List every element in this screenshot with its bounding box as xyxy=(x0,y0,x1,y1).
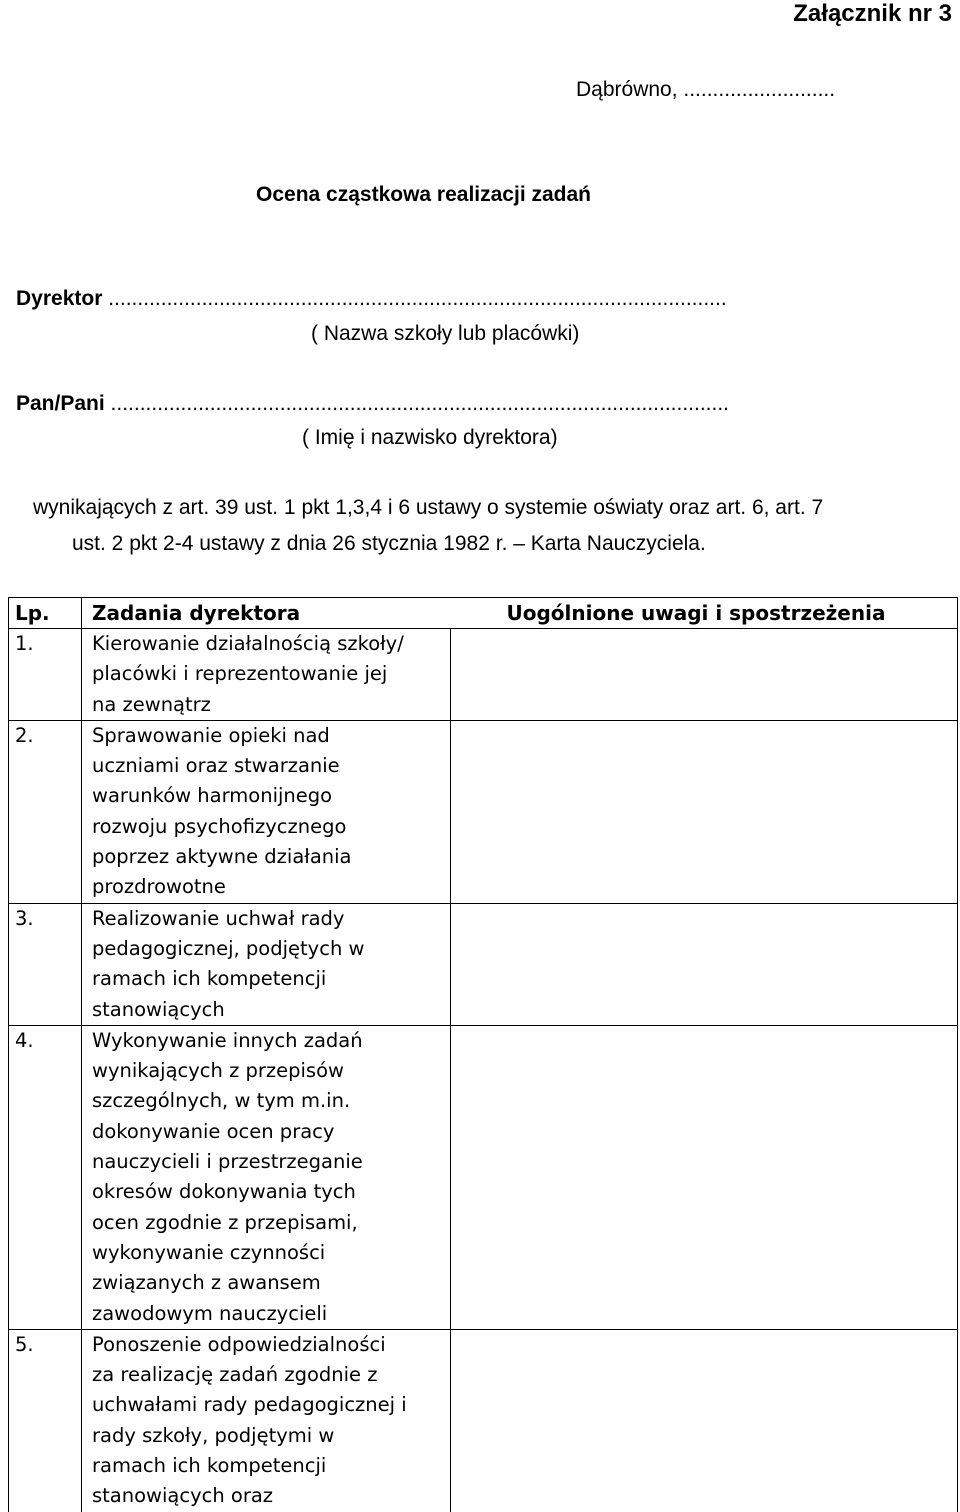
row-task-text: Realizowanie uchwał rady pedagogicznej, podjętych w ramach ich kompetencji stanowiących xyxy=(92,906,365,1021)
director-label: Dyrektor xyxy=(16,287,103,310)
row-task xyxy=(82,629,451,721)
name-dots: .......................................................................................................... xyxy=(110,392,730,415)
row-remarks[interactable] xyxy=(451,1025,958,1329)
header-lp: Lp. xyxy=(9,598,82,629)
name-line xyxy=(16,392,729,416)
row-task-text: Wykonywanie innych zadań wynikających z przepisów szczególnych, w tym m.in. dokonywanie ocen pracy nauczycieli i przestrzeganie okresów dokonywania tych ocen zgodnie z przepisami, wykonywanie czynności związanych z awansem zawodowym nauczycieli xyxy=(92,1028,363,1325)
name-label: Pan/Pani xyxy=(16,392,105,415)
tasks-table xyxy=(8,597,958,1512)
row-remarks[interactable] xyxy=(451,903,958,1025)
director-dots: .......................................................................................................... xyxy=(108,287,727,310)
row-task-text: Sprawowanie opieki nad uczniami oraz stwarzanie warunków harmonijnego rozwoju psychofizycznego poprzez aktywne działania prozdrowotne xyxy=(92,723,352,899)
row-task-text: Ponoszenie odpowiedzialności za realizację zadań zgodnie z uchwałami rady pedagogicznej i rady szkoły, podjętymi w ramach ich kompetencji stanowiących oraz xyxy=(92,1332,407,1508)
row-number: 5. xyxy=(9,1329,82,1511)
header-remarks: Uogólnione uwagi i spostrzeżenia xyxy=(451,598,958,629)
table-row xyxy=(9,720,958,903)
row-task xyxy=(82,903,451,1025)
row-task-text: Kierowanie działalnością szkoły/ placówki i reprezentowanie jej na zewnątrz xyxy=(92,632,404,716)
row-number: 2. xyxy=(9,720,82,903)
header-task: Zadania dyrektora xyxy=(82,598,451,629)
row-number: 3. xyxy=(9,903,82,1025)
name-caption: ( Imię i nazwisko dyrektora) xyxy=(302,426,558,449)
row-remarks[interactable] xyxy=(451,720,958,903)
intro-line-1: wynikających z art. 39 ust. 1 pkt 1,3,4 i 6 ustawy o systemie oświaty oraz art. 6, art. 7 xyxy=(33,496,824,519)
place-date: Dąbrówno, .......................... xyxy=(576,78,836,101)
table-row xyxy=(9,629,958,721)
document-title: Ocena cząstkowa realizacji zadań xyxy=(256,183,591,206)
director-caption: ( Nazwa szkoły lub placówki) xyxy=(311,322,580,345)
table-row xyxy=(9,1025,958,1329)
intro-line-2: ust. 2 pkt 2-4 ustawy z dnia 26 stycznia 1982 r. – Karta Nauczyciela. xyxy=(72,532,706,555)
row-number: 1. xyxy=(9,629,82,721)
row-task xyxy=(82,1329,451,1511)
director-line xyxy=(16,287,727,311)
table-row xyxy=(9,1329,958,1511)
row-task xyxy=(82,1025,451,1329)
row-remarks[interactable] xyxy=(451,1329,958,1511)
row-task xyxy=(82,720,451,903)
attachment-label: Załącznik nr 3 xyxy=(793,0,952,27)
table-row xyxy=(9,903,958,1025)
table-header-row xyxy=(9,598,958,629)
row-remarks[interactable] xyxy=(451,629,958,721)
row-number: 4. xyxy=(9,1025,82,1329)
